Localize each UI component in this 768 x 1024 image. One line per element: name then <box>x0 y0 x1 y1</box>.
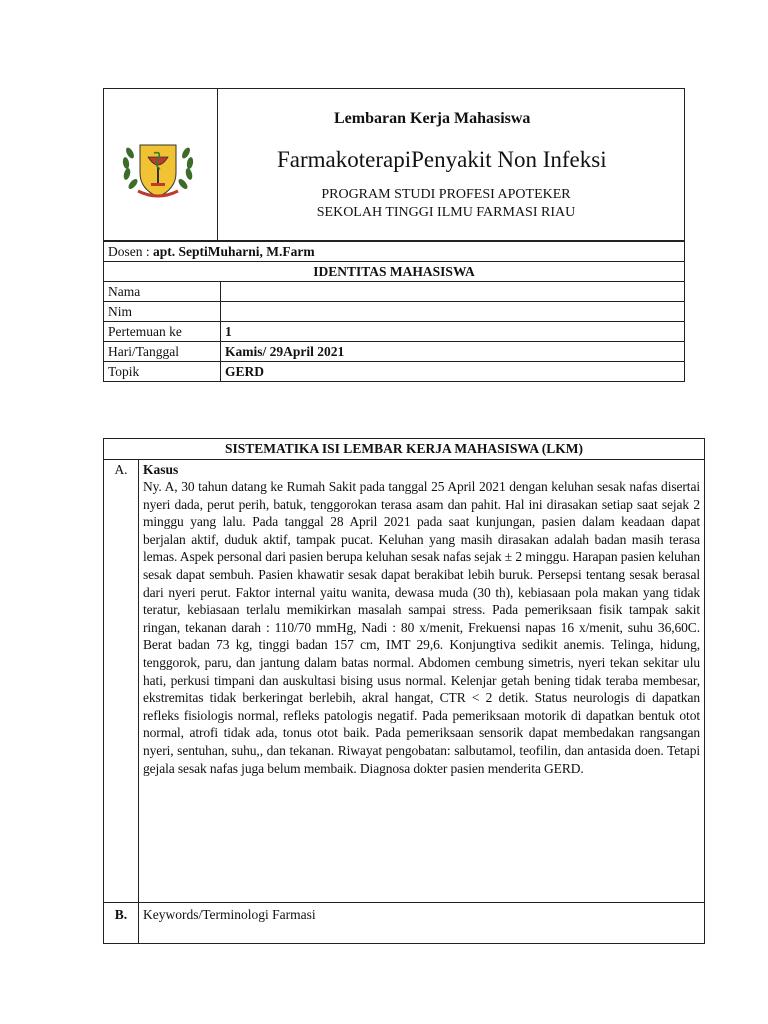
logo-cell <box>104 89 218 240</box>
lkm-heading: SISTEMATIKA ISI LEMBAR KERJA MAHASISWA (LKM) <box>104 439 705 460</box>
row-label: Topik <box>104 362 221 382</box>
dosen-row <box>104 242 685 262</box>
identity-table <box>103 241 685 382</box>
table-row <box>104 322 685 342</box>
case-text: Ny. A, 30 tahun datang ke Rumah Sakit pada tanggal 25 April 2021 dengan keluhan sesak nafas disertai nyeri dada, perut perih, batuk, tenggorokan terasa asam dan pahit. Hal ini dirasakan setiap saat sejak 2 minggu yang lalu. Pada tanggal 28 April 2021 pada saat kunjungan, pasien dalam keadaan dapat berjalan aktif, duduk aktif, tampak pucat. Keluhan yang masih dirasakan adalah badan masih terasa lemas. Aspek personal dari pasien berupa keluhan sesak nafas sejak ± 2 minggu. Harapan pasien keluhan sesak dapat sembuh. Pasien khawatir sesak dapat berakibat lebih buruk. Persepsi tentang sesak berasal dari nyeri perut. Faktor internal yaitu wanita, dewasa muda (30 th), kebiasaan pola makan yang tidak teratur, kebiasaan terlalu memikirkan masalah sampai stress. Pada pemeriksaan fisik tampak sakit ringan, tekanan darah : 110/70 mmHg, Nadi : 80 x/menit, Frekuensi napas 16 x/menit, suhu 36,60C. Berat badan 73 kg, tinggi badan 157 cm, IMT 29,6. Konjungtiva sedikit anemis. Telinga, hidung, tenggorok, paru, dan jantung dalam batas normal. Abdomen cembung simetris, nyeri tekan sekitar ulu hati, perkusi timpani dan auskultasi bising usus normal. Kelenjar getah bening tidak teraba membesar, ekstremitas tidak berkeringat berlebih, akral hangat, CTR < 2 detik. Status neurologis di dapatkan refleks fisiologis normal, refleks patologis negatif. Pada pemeriksaan motorik di dapatkan bentuk otot normal, atrofi tidak ada, tonus otot baik. Pada pemeriksaan sensorik dapat membedakan rangsangan nyeri, sentuhan, suhu,, dan tekanan. Riwayat pengobatan: salbutamol, teofilin, dan antasida doen. Tetapi gejala sesak nafas juga belum membaik. Diagnosa dokter pasien menderita GERD. <box>143 479 701 776</box>
section-row <box>104 460 705 903</box>
lkm-heading-row <box>104 439 705 460</box>
nim-field[interactable] <box>221 302 685 322</box>
institution-name: SEKOLAH TINGGI ILMU FARMASI RIAU <box>316 205 576 220</box>
section-title: Kasus <box>143 462 179 477</box>
worksheet-subtitle: Lembaran Kerja Mahasiswa <box>334 110 531 127</box>
topic-value: GERD <box>221 362 685 382</box>
section-title: Keywords/Terminologi Farmasi <box>143 907 316 922</box>
lkm-table <box>103 438 705 944</box>
section-letter: A. <box>104 460 139 903</box>
table-row <box>104 302 685 322</box>
row-label: Hari/Tanggal <box>104 342 221 362</box>
table-row <box>104 282 685 302</box>
table-row <box>104 342 685 362</box>
section-letter: B. <box>104 903 139 944</box>
page-title: FarmakoterapiPenyakit Non Infeksi <box>277 147 607 172</box>
document-header <box>103 88 685 241</box>
table-row <box>104 362 685 382</box>
identity-heading-row <box>104 262 685 282</box>
date-value: Kamis/ 29April 2021 <box>221 342 685 362</box>
nama-field[interactable] <box>221 282 685 302</box>
dosen-cell <box>104 242 685 262</box>
row-label: Nama <box>104 282 221 302</box>
row-label: Nim <box>104 302 221 322</box>
dosen-label: Dosen : <box>108 243 153 259</box>
institution-emblem-icon <box>118 133 198 203</box>
section-row <box>104 903 705 944</box>
row-label: Pertemuan ke <box>104 322 221 342</box>
section-content <box>139 460 705 903</box>
section-content <box>139 903 705 944</box>
program-name: PROGRAM STUDI PROFESI APOTEKER <box>321 187 571 202</box>
pertemuan-value: 1 <box>221 322 685 342</box>
identity-heading: IDENTITAS MAHASISWA <box>104 262 685 282</box>
dosen-name: apt. SeptiMuharni, M.Farm <box>153 243 315 259</box>
